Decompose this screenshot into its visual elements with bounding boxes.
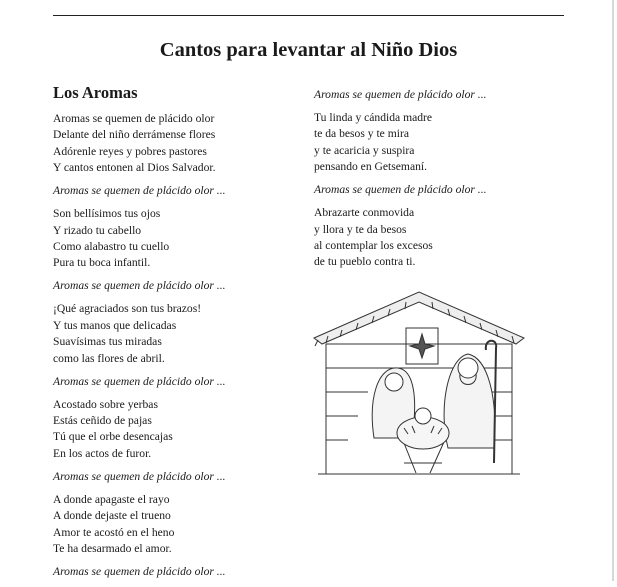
- refrain: Aromas se quemen de plácido olor ...: [53, 374, 226, 388]
- stanza: [314, 110, 554, 176]
- verse-line: Y tus manos que delicadas: [53, 318, 177, 332]
- page-title: Cantos para levantar al Niño Dios: [159, 39, 458, 61]
- nativity-scene-icon: [308, 288, 530, 498]
- verse-line: Tu linda y cándida madre: [314, 111, 433, 124]
- verse-line: Adórenle reyes y pobres pastores: [53, 144, 207, 158]
- song-heading: Los Aromas: [53, 83, 138, 102]
- stanza: [314, 205, 554, 271]
- verse-line: Como alabastro tu cuello: [53, 240, 170, 254]
- verse-line: Aromas se quemen de plácido olor: [53, 112, 215, 125]
- stanza: [53, 111, 293, 177]
- verse-line: En los actos de furor.: [53, 446, 152, 460]
- verse-line: y te acaricia y suspira: [314, 143, 415, 157]
- refrain: Aromas se quemen de plácido olor ...: [53, 184, 226, 198]
- verse-line: Suavísimas tus miradas: [53, 335, 162, 349]
- stanza: [53, 397, 293, 463]
- refrain: Aromas se quemen de plácido olor ...: [53, 279, 226, 293]
- verse-line: A donde dejaste el trueno: [53, 509, 171, 523]
- verse-line: pensando en Getsemaní.: [314, 160, 428, 174]
- top-rule: [53, 15, 564, 16]
- refrain: Aromas se quemen de plácido olor ...: [53, 469, 226, 483]
- verse-line: Acostado sobre yerbas: [53, 397, 158, 411]
- verse-line: Delante del niño derrámense flores: [53, 128, 216, 142]
- verse-line: Y cantos entonen al Dios Salvador.: [53, 161, 216, 175]
- stanza: [53, 206, 293, 272]
- page-edge: [612, 0, 614, 581]
- verse-line: de tu pueblo contra ti.: [314, 255, 416, 269]
- verse-line: al contemplar los excesos: [314, 239, 433, 253]
- verse-line: Abrazarte conmovida: [314, 206, 415, 220]
- left-column: [53, 83, 293, 587]
- verse-line: Tú que el orbe desencajas: [53, 430, 173, 444]
- refrain: Aromas se quemen de plácido olor ...: [314, 183, 487, 197]
- verse-line: como las flores de abril.: [53, 351, 165, 365]
- verse-line: Te ha desarmado el amor.: [53, 542, 172, 556]
- refrain: Aromas se quemen de plácido olor ...: [53, 565, 226, 579]
- stanza: [53, 301, 293, 367]
- verse-line: y llora y te da besos: [314, 222, 407, 236]
- verse-line: te da besos y te mira: [314, 127, 409, 141]
- stanza: [53, 492, 293, 558]
- verse-line: Estás ceñido de pajas: [53, 414, 152, 428]
- verse-line: ¡Qué agraciados son tus brazos!: [53, 302, 202, 316]
- verse-line: Son bellísimos tus ojos: [53, 207, 161, 221]
- right-column: [314, 87, 554, 277]
- verse-line: Amor te acostó en el heno: [53, 525, 175, 539]
- verse-line: Pura tu boca infantil.: [53, 256, 151, 270]
- verse-line: Y rizado tu cabello: [53, 223, 142, 237]
- refrain: Aromas se quemen de plácido olor ...: [314, 88, 487, 101]
- verse-line: A donde apagaste el rayo: [53, 492, 170, 506]
